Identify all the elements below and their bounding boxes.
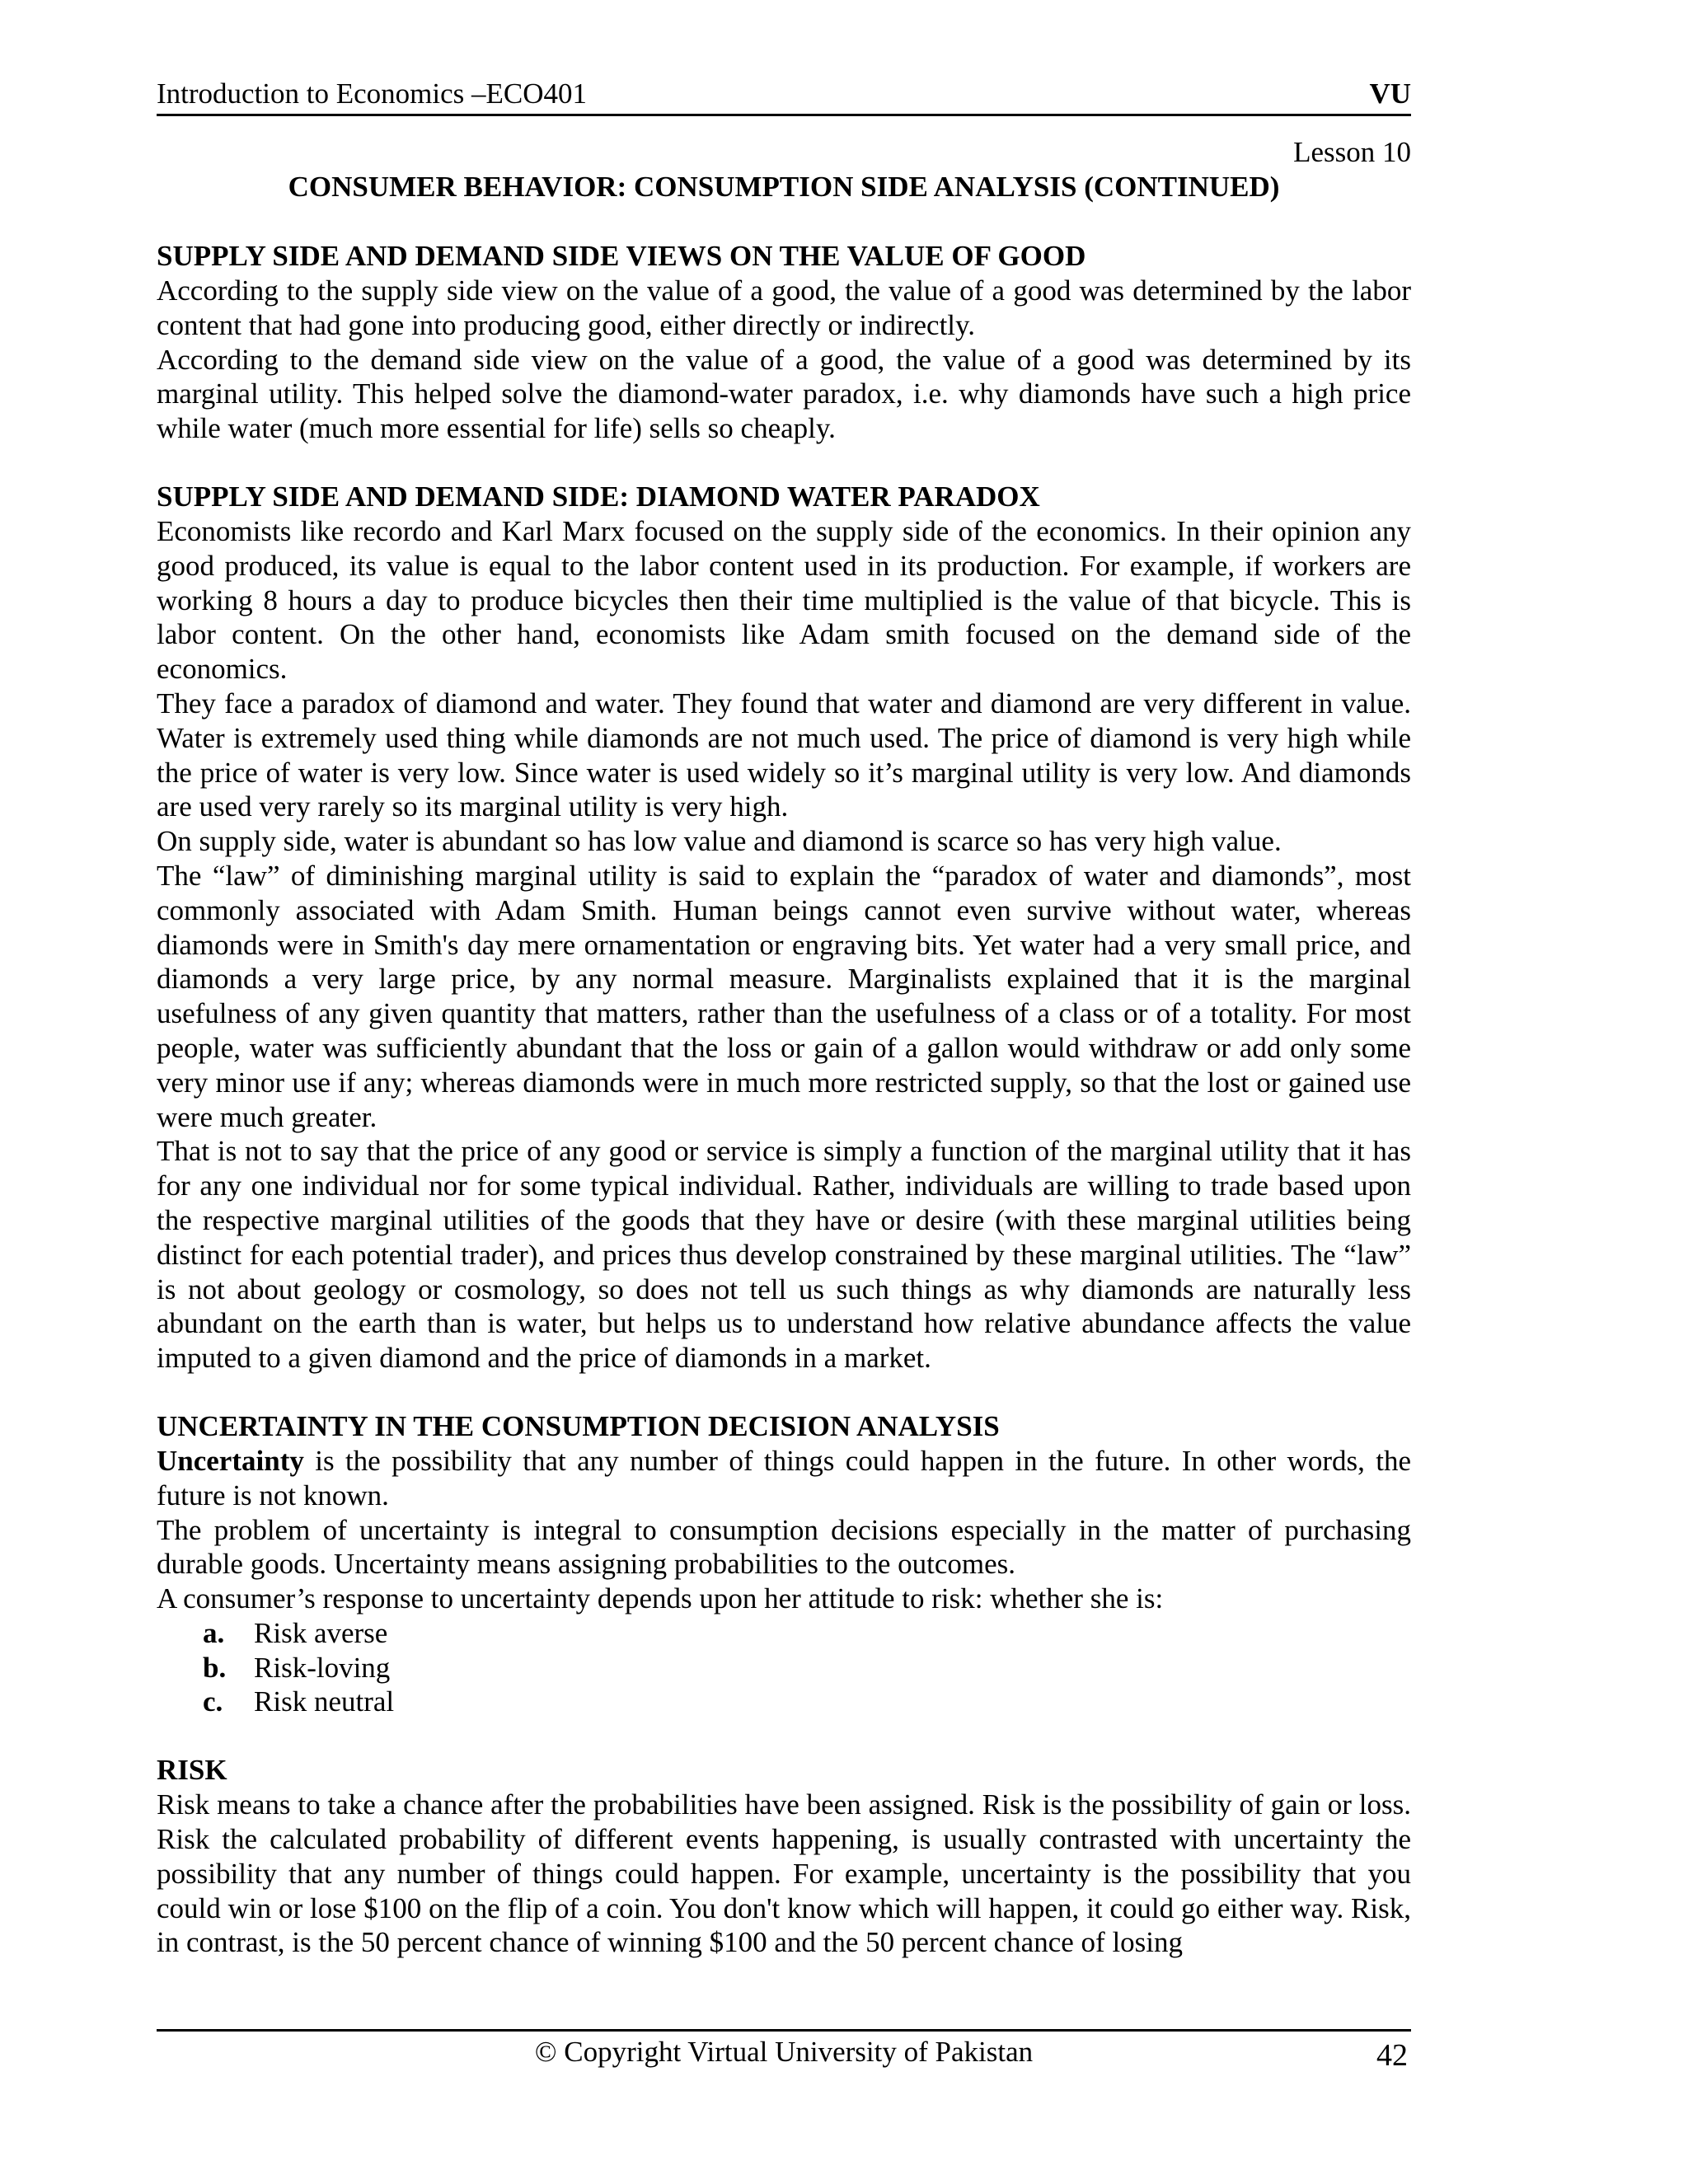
page-title: CONSUMER BEHAVIOR: CONSUMPTION SIDE ANALYSIS (CONTINUED) — [288, 171, 1280, 203]
institution-label: VU — [1369, 77, 1411, 110]
list-item — [157, 1685, 1411, 1719]
paragraph: That is not to say that the price of any good or service is simply a function of the marginal utility that it has for any one individual nor for some typical individual. Rather, individuals are willing to trade based upon the respective marginal utilities of the goods that they have or desire (with these marginal utilities being distinct for each potential trader), and prices thus develop constrained by these marginal utilities. The “law” is not about geology or cosmology, so does not tell us such things as why diamonds are naturally less abundant on the earth than is water, but helps us to understand how relative abundance affects the value imputed to a given diamond and the price of diamonds in a market. — [157, 1135, 1411, 1375]
paragraph: On supply side, water is abundant so has low value and diamond is scarce so has very high value. — [157, 825, 1282, 858]
paragraph-rest: is the possibility that any number of things could happen in the future. In other words, the future is not known. — [157, 1444, 1411, 1511]
section-value-views — [157, 239, 1411, 446]
page-footer — [157, 2029, 1411, 2073]
list-item-text: Risk neutral — [254, 1685, 395, 1718]
paragraph: Risk means to take a chance after the probabilities have been assigned. Risk is the possibility of gain or loss. Risk the calculated probability of different events happening, is usually contrasted with uncertainty the possibility that any number of things could happen. For example, uncertainty is the possibility that you could win or lose $100 on the flip of a coin. You don't know which will happen, it could go either way. Risk, in contrast, is the 50 percent chance of winning $100 and the 50 percent chance of losing — [157, 1788, 1411, 1959]
paragraph — [157, 1444, 1411, 1513]
list-item-text: Risk averse — [254, 1616, 388, 1649]
list-item — [157, 1651, 1411, 1685]
risk-attitude-list — [157, 1616, 1411, 1719]
section-heading: SUPPLY SIDE AND DEMAND SIDE VIEWS ON THE VALUE OF GOOD — [157, 240, 1086, 272]
page-header — [157, 76, 1411, 116]
page-number: 42 — [1376, 2038, 1408, 2073]
list-marker: a. — [203, 1616, 225, 1649]
paragraph: According to the demand side view on the value of a good, the value of a good was determined by its marginal utility. This helped solve the diamond-water paradox, i.e. why diamonds have such a high price while water (much more essential for life) sells so cheaply. — [157, 343, 1411, 445]
list-item-text: Risk-loving — [254, 1651, 391, 1684]
paragraph: A consumer’s response to uncertainty depends upon her attitude to risk: whether she is: — [157, 1582, 1164, 1615]
paragraph: The problem of uncertainty is integral to consumption decisions especially in the matter of purchasing durable goods. Uncertainty means assigning probabilities to the outcomes. — [157, 1513, 1411, 1581]
section-heading: UNCERTAINTY IN THE CONSUMPTION DECISION ANALYSIS — [157, 1409, 1000, 1442]
page-content — [157, 135, 1411, 1994]
section-diamond-water-paradox — [157, 480, 1411, 1376]
list-marker: b. — [203, 1651, 227, 1684]
course-title: Introduction to Economics –ECO401 — [157, 77, 588, 110]
section-uncertainty — [157, 1409, 1411, 1719]
paragraph: According to the supply side view on the value of a good, the value of a good was determined by the labor content that had gone into producing good, either directly or indirectly. — [157, 274, 1411, 341]
list-marker: c. — [203, 1685, 223, 1718]
bold-term: Uncertainty — [157, 1444, 304, 1477]
lesson-number: Lesson 10 — [1293, 136, 1411, 168]
paragraph: They face a paradox of diamond and water. They found that water and diamond are very different in value. Water is extremely used thing while diamonds are not much used. The price of diamond is very high while the price of water is very low. Since water is used widely so it’s marginal utility is very low. And diamonds are used very rarely so its marginal utility is very high. — [157, 687, 1411, 823]
list-item — [157, 1616, 1411, 1651]
section-heading: RISK — [157, 1754, 227, 1787]
paragraph: The “law” of diminishing marginal utility is said to explain the “paradox of water and diamonds”, most commonly associated with Adam Smith. Human beings cannot even survive without water, whereas diamonds were in Smith's day mere ornamentation or engraving bits. Yet water had a very small price, and diamonds a very large price, by any normal measure. Marginalists explained that it is the marginal usefulness of any given quantity that matters, rather than the usefulness of a class or of a totality. For most people, water was sufficiently abundant that the loss or gain of a gallon would withdraw or add only some very minor use if any; whereas diamonds were in much more restricted supply, so that the lost or gained use were much greater. — [157, 859, 1411, 1133]
copyright-notice: © Copyright Virtual University of Pakistan — [534, 2036, 1034, 2068]
section-heading: SUPPLY SIDE AND DEMAND SIDE: DIAMOND WATER PARADOX — [157, 480, 1040, 513]
section-risk — [157, 1753, 1411, 1960]
paragraph: Economists like recordo and Karl Marx focused on the supply side of the economics. In their opinion any good produced, its value is equal to the labor content used in its production. For example, if workers are working 8 hours a day to produce bicycles then their time multiplied is the value of that bicycle. This is labor content. On the other hand, economists like Adam smith focused on the demand side of the economics. — [157, 514, 1411, 686]
